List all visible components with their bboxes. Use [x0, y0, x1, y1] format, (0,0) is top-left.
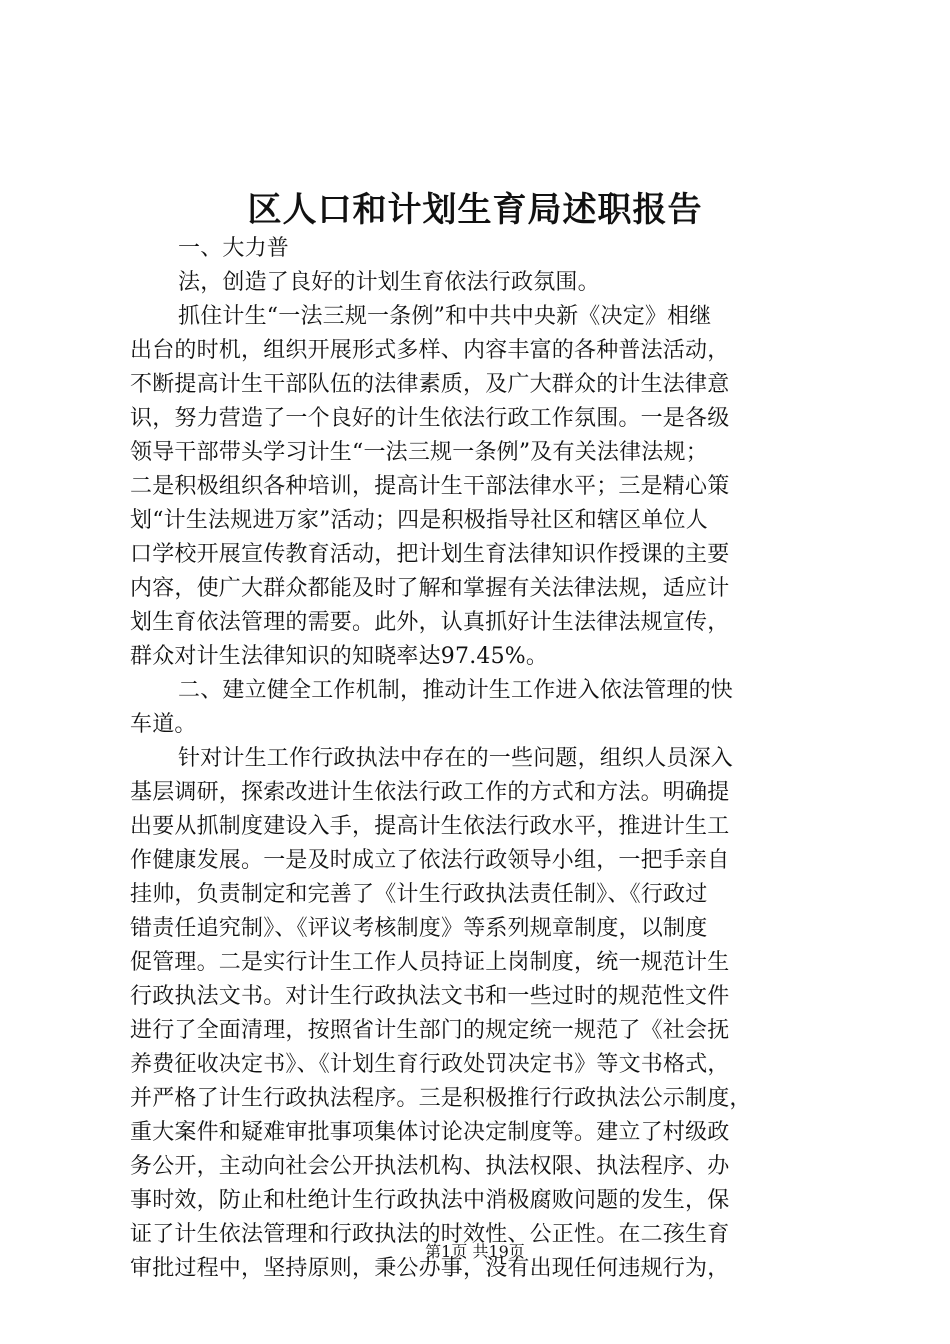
- body-line: 并严格了计生行政执法程序。三是积极推行行政执法公示制度，: [130, 1086, 752, 1111]
- body-line: 促管理。二是实行计生工作人员持证上岗制度，统一规范计生: [130, 950, 730, 975]
- body-line: 重大案件和疑难审批事项集体讨论决定制度等。建立了村级政: [130, 1120, 730, 1145]
- document-title: 区人口和计划生育局述职报告: [247, 190, 703, 230]
- body-line: 挂帅，负责制定和完善了《计生行政执法责任制》、《行政过: [130, 882, 708, 907]
- body-line: 群众对计生法律知识的知晓率达97.45%。: [130, 644, 549, 669]
- body-line: 口学校开展宣传教育活动，把计划生育法律知识作授课的主要: [130, 542, 730, 567]
- body-line: 二、建立健全工作机制，推动计生工作进入依法管理的快: [178, 678, 734, 703]
- body-line: 行政执法文书。对计生行政执法文书和一些过时的规范性文件: [130, 984, 730, 1009]
- body-line: 划生育依法管理的需要。此外，认真抓好计生法律法规宣传，: [130, 610, 730, 635]
- body-line: 内容，使广大群众都能及时了解和掌握有关法律法规，适应计: [130, 576, 730, 601]
- body-line: 错责任追究制》、《评议考核制度》等系列规章制度，以制度: [130, 916, 708, 941]
- body-line: 二是积极组织各种培训，提高计生干部法律水平；三是精心策: [130, 474, 730, 499]
- body-line: 务公开，主动向社会公开执法机构、执法权限、执法程序、办: [130, 1154, 730, 1179]
- body-line: 养费征收决定书》、《计划生育行政处罚决定书》等文书格式，: [130, 1052, 730, 1077]
- body-line: 针对计生工作行政执法中存在的一些问题，组织人员深入: [178, 746, 734, 771]
- body-line: 作健康发展。一是及时成立了依法行政领导小组，一把手亲自: [130, 848, 730, 873]
- body-line: 领导干部带头学习计生“一法三规一条例”及有关法律法规；: [130, 440, 708, 465]
- body-line: 划“计生法规进万家”活动；四是积极指导社区和辖区单位人: [130, 508, 708, 533]
- body-line: 出台的时机，组织开展形式多样、内容丰富的各种普法活动，: [130, 338, 730, 363]
- body-line: 基层调研，探索改进计生依法行政工作的方式和方法。明确提: [130, 780, 730, 805]
- body-line: 事时效，防止和杜绝计生行政执法中消极腐败问题的发生，保: [130, 1188, 730, 1213]
- body-line: 不断提高计生干部队伍的法律素质，及广大群众的计生法律意: [130, 372, 730, 397]
- body-line: 进行了全面清理，按照省计生部门的规定统一规范了《社会抚: [130, 1018, 730, 1043]
- body-line: 一、大力普: [178, 236, 290, 261]
- body-line: 审批过程中，坚持原则，秉公办事，没有出现任何违规行为，: [130, 1256, 730, 1281]
- page-footer: 第1页 共19页: [425, 1242, 525, 1261]
- document-body: [130, 232, 835, 1286]
- body-line: 抓住计生“一法三规一条例”和中共中央新《决定》相继: [178, 304, 712, 329]
- body-line: 证了计生依法管理和行政执法的时效性、公正性。在二孩生育: [130, 1222, 730, 1247]
- body-line: 车道。: [130, 712, 197, 737]
- body-line: 识，努力营造了一个良好的计生依法行政工作氛围。一是各级: [130, 406, 730, 431]
- body-line: 法，创造了良好的计划生育依法行政氛围。: [178, 270, 600, 295]
- body-line: 出要从抓制度建设入手，提高计生依法行政水平，推进计生工: [130, 814, 730, 839]
